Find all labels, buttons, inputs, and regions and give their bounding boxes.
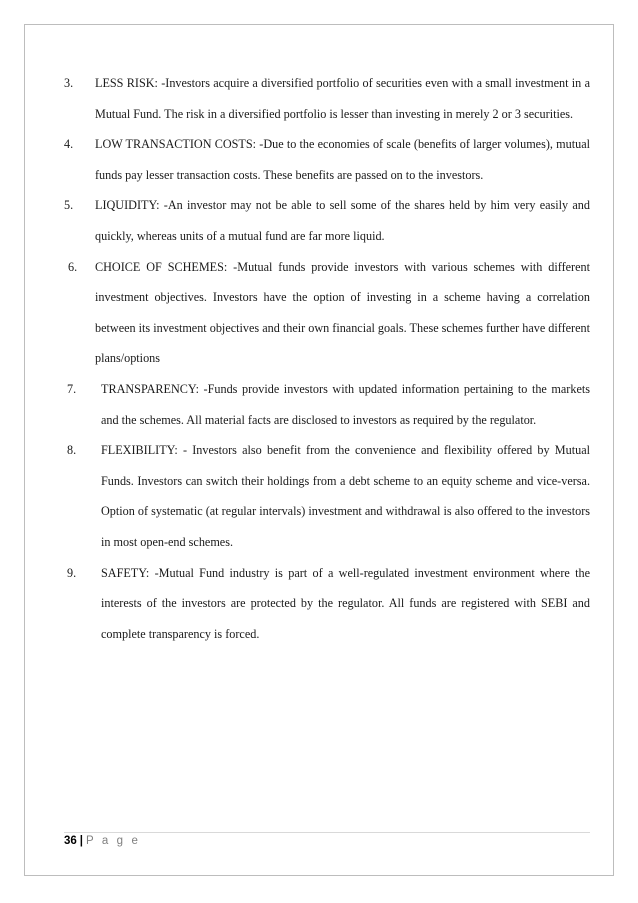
page-number: 36 [64, 835, 77, 847]
list-item [64, 435, 590, 557]
list-item [64, 129, 590, 190]
list-item [64, 68, 590, 129]
list-item-text: CHOICE OF SCHEMES: -Mutual funds provide investors with various schemes with different investment objectives. Investors have the option of investing in a scheme having a correlation between its investment objectives and their own financial goals. These schemes further have different plans/options [95, 259, 591, 366]
list-item-number: 5. [64, 198, 74, 213]
footer-divider [64, 832, 590, 833]
list-item-text: FLEXIBILITY: - Investors also benefit from the convenience and flexibility offered by Mutual Funds. Investors can switch their holdings from a debt scheme to an equity scheme and vice-versa. Option of systematic (at regular intervals) investment and withdrawal is also offered to the investors in most open-end schemes. [101, 443, 590, 549]
page-footer [64, 835, 140, 847]
list-item [64, 252, 590, 374]
advantages-list [64, 68, 590, 649]
list-item [64, 190, 590, 251]
list-item-text: LIQUIDITY: -An investor may not be able to sell some of the shares held by him very easily and quickly, whereas units of a mutual fund are far more liquid. [95, 198, 590, 243]
list-item [64, 558, 590, 650]
list-item-number: 6. [68, 259, 78, 274]
list-item-text: LOW TRANSACTION COSTS: -Due to the economies of scale (benefits of larger volumes), mutual funds pay lesser transaction costs. These benefits are passed on to the investors. [95, 137, 590, 182]
list-item-text: TRANSPARENCY: -Funds provide investors with updated information pertaining to the markets and the schemes. All material facts are disclosed to investors as required by the regulator. [101, 381, 590, 427]
list-item-number: 8. [67, 443, 77, 458]
page-label: P a g e [86, 835, 141, 847]
list-item-number: 4. [64, 137, 74, 152]
footer-separator: | [79, 835, 84, 847]
list-item-number: 7. [67, 381, 77, 396]
list-item-number: 3. [64, 76, 74, 90]
list-item-text: LESS RISK: -Investors acquire a diversified portfolio of securities even with a small investment in a Mutual Fund. The risk in a diversified portfolio is lesser than investing in merely 2 or 3 securities. [95, 76, 590, 121]
list-item [64, 374, 590, 435]
list-item-number: 9. [67, 565, 77, 580]
list-item-text: SAFETY: -Mutual Fund industry is part of a well-regulated investment environment where the interests of the investors are protected by the regulator. All funds are registered with SEBI and complete transparency is forced. [101, 565, 590, 641]
